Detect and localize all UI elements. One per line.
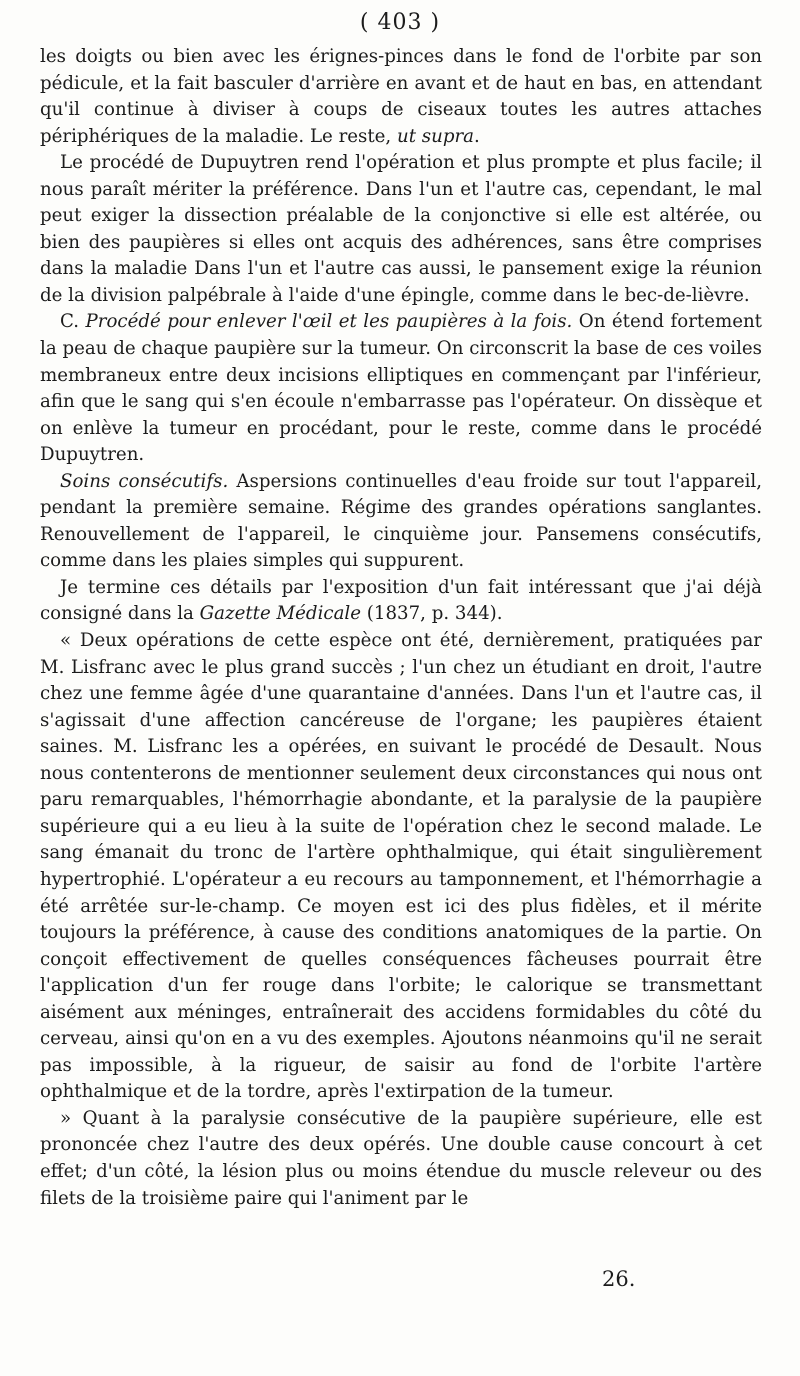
paragraph-1-end: . xyxy=(474,125,480,147)
ut-supra: ut supra xyxy=(397,125,475,147)
aftercare-title: Soins consécutifs. xyxy=(60,470,229,492)
paragraph-3 xyxy=(40,309,762,468)
gazette-title: Gazette Médicale xyxy=(199,603,361,625)
section-label-c: C. xyxy=(60,311,80,333)
signature-mark: 26. xyxy=(602,1267,636,1291)
paragraph-5 xyxy=(40,575,762,628)
procedure-title: Procédé pour enlever l'œil et les paupières à la fois. xyxy=(85,311,573,333)
paragraph-2: Le procédé de Dupuytren rend l'opération et plus prompte et plus facile; il nous paraît mériter la préférence. Dans l'un et l'autre cas, cependant, le mal peut exiger la dissection préalable de la conjonctive si elle est altérée, ou bien des paupières si elles ont acquis des adhérences, sans être comprises dans la maladie Dans l'un et l'autre cas aussi, le pansement exige la réunion de la division palpébrale à l'aide d'une épingle, comme dans le bec-de-lièvre. xyxy=(40,152,762,306)
paragraph-5-end: (1837, p. 344). xyxy=(361,603,503,625)
paragraph-6: « Deux opérations de cette espèce ont été, dernièrement, pratiquées par M. Lisfranc avec le plus grand succès ; l'un chez un étudiant en droit, l'autre chez une femme âgée d'une quarantaine d'années. Dans l'un et l'autre cas, il s'agissait d'une affection cancéreuse de l'organe; les paupières étaient saines. M. Lisfranc les a opérées, en suivant le procédé de Desault. Nous nous contenterons de mentionner seulement deux circonstances qui nous ont paru remarquables, l'hémorrhagie abondante, et la paralysie de la paupière supérieure qui a eu lieu à la suite de l'opération chez le second malade. Le sang émanait du tronc de l'artère ophthalmique, qui était singulièrement hypertrophié. L'opérateur a eu recours au tamponnement, et l'hémorrhagie a été arrêtée sur-le-champ. Ce moyen est ici des plus fidèles, et il mérite toujours la préférence, à cause des conditions anatomiques de la partie. On conçoit effectivement de quelles conséquences fâcheuses pourrait être l'application d'un fer rouge dans l'orbite; le calorique se transmettant aisément aux méninges, entraînerait des accidens formidables du côté du cerveau, ainsi qu'on en a vu des exemples. Ajoutons néanmoins qu'il ne serait pas impossible, à la rigueur, de saisir au fond de l'orbite l'artère ophthalmique et de la tordre, après l'extirpation de la tumeur. xyxy=(40,630,762,1103)
paragraph-4 xyxy=(40,469,762,575)
paragraph-7: » Quant à la paralysie consécutive de la paupière supérieure, elle est prononcée chez l'autre des deux opérés. Une double cause concourt à cet effet; d'un côté, la lésion plus ou moins étendue du muscle releveur ou des filets de la troisième paire qui l'animent par le xyxy=(40,1107,762,1209)
paragraph-1-text: les doigts ou bien avec les érignes-pinces dans le fond de l'orbite par son pédicule, et la fait basculer d'arrière en avant et de haut en bas, en attendant qu'il continue à diviser à coups de ciseaux toutes les autres attaches périphériques de la maladie. Le reste, xyxy=(40,46,762,147)
body-text xyxy=(40,44,762,1212)
paragraph-3-text: On étend fortement la peau de chaque paupière sur la tumeur. On circonscrit la base de ces voiles membraneux entre deux incisions elliptiques en commençant par l'inférieur, afin que le sang qui s'en écoule n'embarrasse pas l'opérateur. On dissèque et on enlève la tumeur en procédant, pour le reste, comme dans le procédé Dupuytren. xyxy=(40,311,762,466)
paragraph-1 xyxy=(40,44,762,150)
paragraph-5-text: Je termine ces détails par l'exposition d'un fait intéressant que j'ai déjà consigné dans la xyxy=(40,576,762,625)
page-number: ( 403 ) xyxy=(359,10,441,35)
paragraph-4-text: Aspersions continuelles d'eau froide sur tout l'appareil, pendant la première semaine. Régime des grandes opérations sanglantes. Renouvellement de l'appareil, le cinquième jour. Pansemens consécutifs, comme dans les plaies simples qui suppurent. xyxy=(40,470,763,572)
